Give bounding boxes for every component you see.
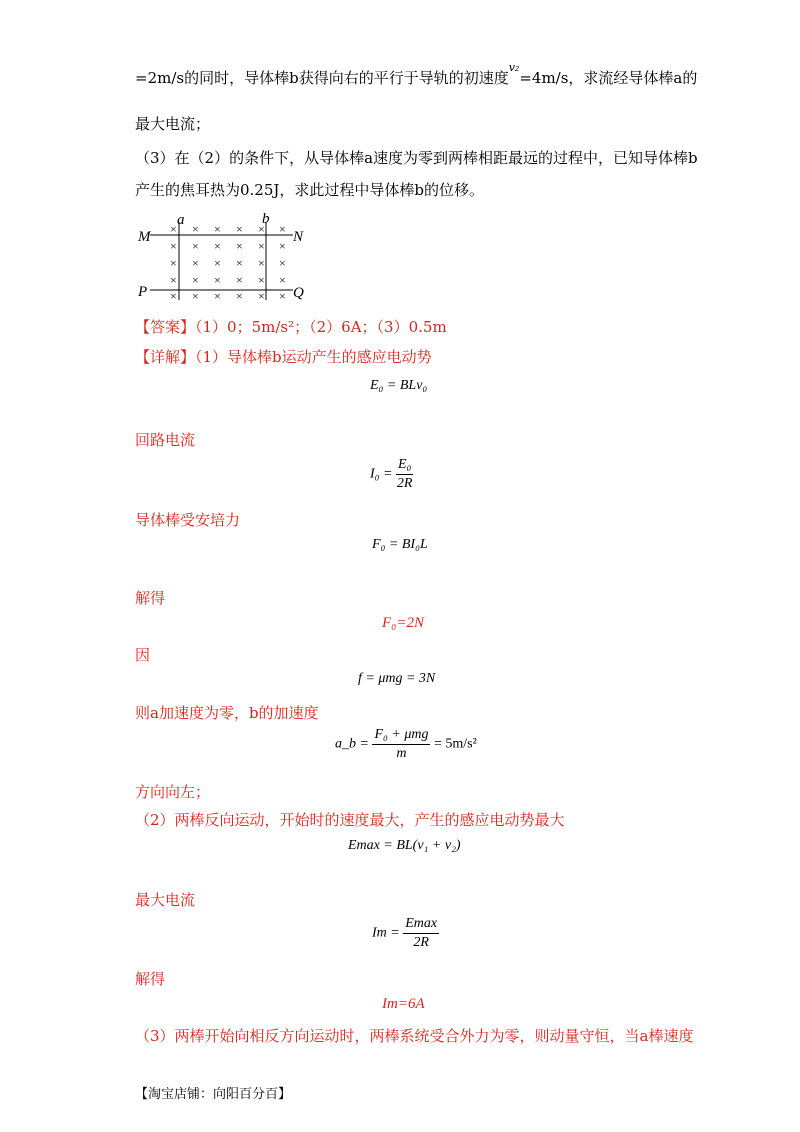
field-cross-mark: × xyxy=(279,256,286,270)
label-P: P xyxy=(138,284,148,300)
field-cross-mark: × xyxy=(279,222,286,236)
question-line-1 xyxy=(135,61,698,90)
detail-line xyxy=(135,347,432,367)
field-cross-mark: × xyxy=(236,289,243,303)
field-cross-mark: × xyxy=(170,256,177,270)
field-cross-mark: × xyxy=(192,239,199,253)
question-line-2: 最大电流； xyxy=(135,115,211,133)
field-cross-mark: × xyxy=(258,239,265,253)
detail-tag: 【详解】 xyxy=(135,348,196,366)
eq2-fraction xyxy=(396,456,413,493)
field-cross-mark: × xyxy=(236,222,243,236)
question-part-3: （3）在（2）的条件下，从导体棒a速度为零到两棒相距最远的过程中，已知导体棒b xyxy=(135,149,698,167)
equation-force: F₀ = BI₀L xyxy=(372,537,428,552)
label-M: M xyxy=(138,229,151,245)
field-cross-mark: × xyxy=(236,273,243,287)
field-cross-mark: × xyxy=(236,256,243,270)
field-cross-mark: × xyxy=(192,256,199,270)
equation-current xyxy=(370,456,413,493)
result-force: F₀=2N xyxy=(382,615,425,631)
text-because: 因 xyxy=(135,646,151,664)
label-Q: Q xyxy=(293,285,304,301)
field-cross-mark: × xyxy=(279,289,286,303)
magnetic-field-crosses xyxy=(170,222,286,303)
question-text: =2m/s的同时，导体棒b获得向右的平行于导轨的初速度 xyxy=(135,69,509,87)
eq2-numerator: E₀ xyxy=(396,456,413,475)
equation-friction: f = μmg = 3N xyxy=(358,671,436,686)
field-cross-mark: × xyxy=(192,273,199,287)
text-acceleration: 则a加速度为零，b的加速度 xyxy=(135,704,319,722)
text-solve-2: 解得 xyxy=(135,970,166,988)
v2-symbol: v₂ xyxy=(508,61,520,74)
field-cross-mark: × xyxy=(214,222,221,236)
question-text-end: =4m/s，求流经导体棒a的 xyxy=(519,69,698,87)
text-max-current: 最大电流 xyxy=(135,891,196,909)
field-cross-mark: × xyxy=(192,289,199,303)
text-ampere-force: 导体棒受安培力 xyxy=(135,511,241,529)
equation-max-emf: Emax = BL(v₁ + v₂) xyxy=(348,838,461,853)
equation-max-current xyxy=(372,915,439,952)
question-part-3-cont: 产生的焦耳热为0.25J，求此过程中导体棒b的位移。 xyxy=(135,181,485,199)
field-cross-mark: × xyxy=(236,239,243,253)
text-loop-current: 回路电流 xyxy=(135,431,196,449)
field-cross-mark: × xyxy=(279,239,286,253)
field-cross-mark: × xyxy=(214,256,221,270)
detail-part-2: （2）两棒反向运动，开始时的速度最大，产生的感应电动势最大 xyxy=(135,811,565,829)
field-cross-mark: × xyxy=(258,256,265,270)
field-cross-mark: × xyxy=(170,239,177,253)
eq8-denominator: 2R xyxy=(413,935,429,950)
eq2-denominator: 2R xyxy=(396,476,413,491)
field-cross-mark: × xyxy=(258,222,265,236)
label-N: N xyxy=(293,229,304,245)
field-cross-mark: × xyxy=(170,273,177,287)
field-cross-mark: × xyxy=(192,222,199,236)
eq6-right: = 5m/s² xyxy=(433,736,477,752)
label-a: a xyxy=(177,212,185,228)
equation-acceleration xyxy=(335,726,477,763)
eq6-left: a_b = xyxy=(335,736,369,752)
eq8-left: Im = xyxy=(372,925,400,941)
field-cross-mark: × xyxy=(214,273,221,287)
eq2-left: I₀ = xyxy=(370,466,393,482)
rail-diagram xyxy=(130,208,320,308)
field-cross-mark: × xyxy=(258,273,265,287)
field-cross-mark: × xyxy=(214,289,221,303)
detail-intro: （1）导体棒b运动产生的感应电动势 xyxy=(195,348,432,366)
eq8-fraction xyxy=(403,915,439,952)
field-cross-mark: × xyxy=(170,289,177,303)
text-solve-1: 解得 xyxy=(135,589,166,607)
answer-text: （1）0；5m/s²；（2）6A；（3）0.5m xyxy=(195,318,447,336)
field-cross-mark: × xyxy=(170,222,177,236)
detail-part-3: （3）两棒开始向相反方向运动时，两棒系统受合外力为零，则动量守恒，当a棒速度 xyxy=(135,1027,694,1045)
field-cross-mark: × xyxy=(214,239,221,253)
field-cross-mark: × xyxy=(279,273,286,287)
text-direction: 方向向左； xyxy=(135,783,211,801)
result-max-current: Im=6A xyxy=(382,996,425,1012)
answer-line xyxy=(135,317,447,337)
equation-emf: E₀ = BLv₀ xyxy=(370,378,428,393)
field-cross-mark: × xyxy=(258,289,265,303)
footer-shop-label: 【淘宝店铺：向阳百分百】 xyxy=(135,1087,292,1102)
label-b: b xyxy=(262,211,270,227)
eq6-numerator: F₀ + μmg xyxy=(372,726,430,745)
eq6-fraction xyxy=(372,726,430,763)
eq8-numerator: Emax xyxy=(403,915,439,934)
answer-tag: 【答案】 xyxy=(135,318,196,336)
eq6-denominator: m xyxy=(396,746,407,761)
